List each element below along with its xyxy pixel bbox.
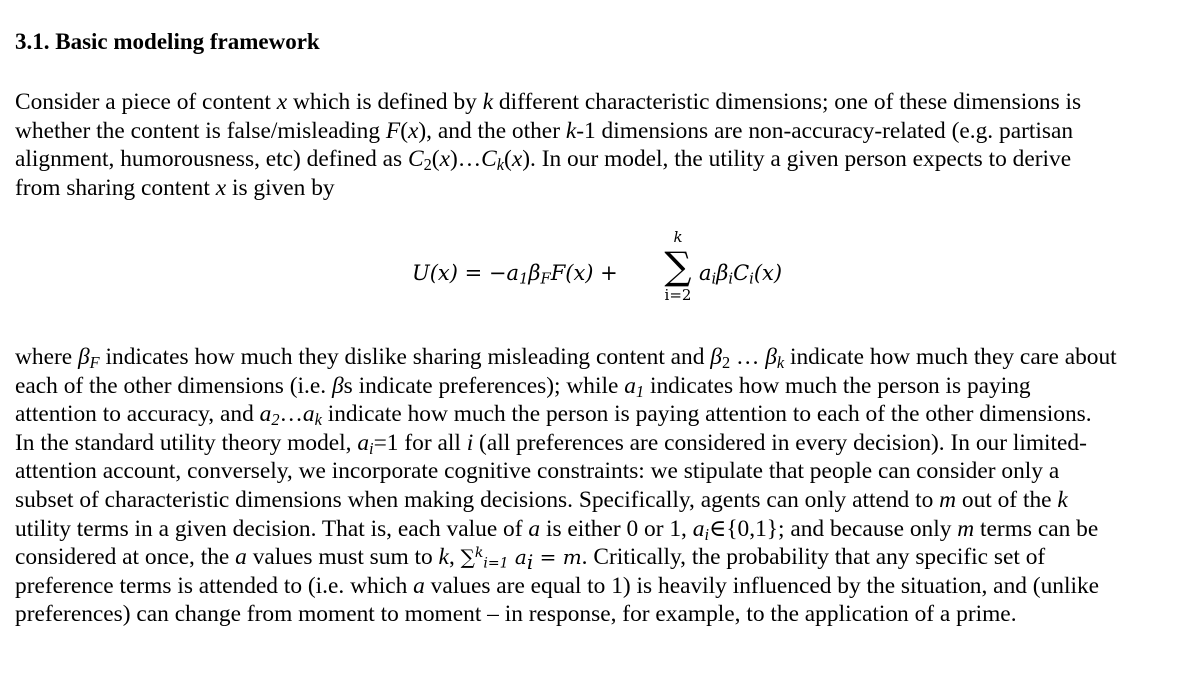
paragraph-2-line-4: In the standard utility theory model, $a_i=1$ for all i (all preferences are considered in every decision). In our limited- [15, 429, 1087, 458]
paragraph-1-line-4: from sharing content x is given by [15, 174, 335, 201]
inline-summation: ∑$^k_{i=1}$ [460, 545, 509, 572]
equation-rhs: $a_i\beta_iC_i(x)$ [699, 261, 783, 288]
paragraph-1-line-2: whether the content is false/misleading F(x), and the other k-1 dimensions are non-accuracy-related (e.g. partisan [15, 117, 1074, 144]
summation [662, 228, 694, 304]
paragraph-2-line-5: attention account, conversely, we incorporate cognitive constraints: we stipulate that people can consider only a [15, 458, 1060, 485]
paragraph-2-line-7: utility terms in a given decision. That is, each value of a is either 0 or 1, $a_i\in\{0,1\}$; and because only m terms can be [15, 515, 1099, 544]
paragraph-1-line-1: Consider a piece of content x which is defined by k different characteristic dimensions; one of these dimensions is [15, 89, 1082, 115]
paragraph-2-line-8: considered at once, the a values must sum to k, ∑$^k_{i=1}$ $a_i = m$. Critically, the probability that any specific set of [15, 544, 1046, 575]
equation-lhs: $U(x) = -a_1\beta_FF(x)$ + [412, 261, 618, 288]
paragraph-2 [15, 343, 1117, 629]
paragraph-1-line-3: alignment, humorousness, etc) defined as $C_2(x)\dots C_k(x)$. In our model, the utility a given person expects to derive [15, 146, 1072, 175]
paragraph-1 [15, 88, 1081, 202]
paragraph-2-line-3: attention to accuracy, and $a_2\dots a_k$ indicate how much the person is paying attention to each of the other dimensions. [15, 401, 1092, 430]
paragraph-2-line-9: preference terms is attended to (i.e. which a values are equal to 1) is heavily influenced by the situation, and (unlike [15, 572, 1100, 599]
paragraph-2-line-1: where $\beta_F$ indicates how much they dislike sharing misleading content and $\beta_2$ … $\beta_k$ indicate how much they care about [15, 344, 1117, 373]
summation-upper-limit: k [673, 228, 683, 246]
paragraph-2-line-6: subset of characteristic dimensions when making decisions. Specifically, agents can only attend to m out of the k [15, 486, 1068, 513]
paragraph-2-line-10: preferences) can change from moment to moment – in response, for example, to the application of a prime. [15, 601, 1017, 628]
summation-lower-limit: i=2 [664, 286, 692, 304]
section-heading: 3.1. Basic modeling framework [15, 29, 320, 54]
summation-sigma: ∑ [664, 244, 692, 288]
paragraph-2-line-2: each of the other dimensions (i.e. βs indicate preferences); while $a_1$ indicates how much the person is paying [15, 372, 1031, 401]
